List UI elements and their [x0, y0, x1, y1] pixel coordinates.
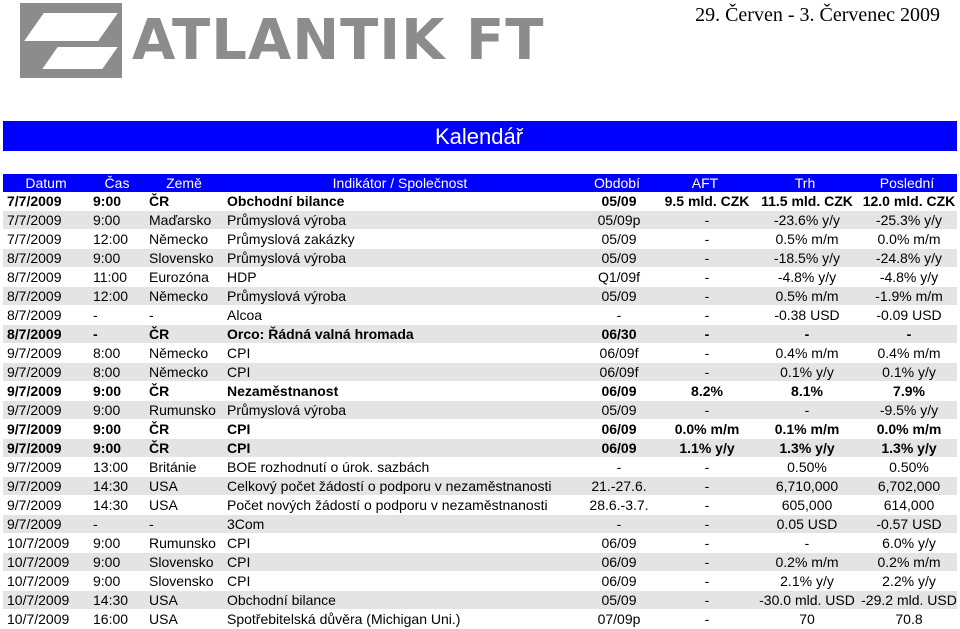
table-row	[3, 192, 957, 211]
cell-market: 605,000	[753, 496, 857, 515]
cell-last: -29.2 mld. USD	[857, 591, 957, 610]
cell-indicator: CPI	[223, 534, 577, 553]
cell-indicator: Obchodní bilance	[223, 591, 577, 610]
table-row	[3, 458, 957, 477]
cell-last: -24.8% y/y	[857, 249, 957, 268]
cell-indicator: CPI	[223, 344, 577, 363]
cell-last: 70.8	[857, 610, 957, 629]
cell-aft: -	[657, 401, 753, 420]
cell-country: ČR	[145, 439, 223, 458]
table-row	[3, 553, 957, 572]
table-row	[3, 249, 957, 268]
cell-date: 7/7/2009	[3, 211, 89, 230]
cell-time: 14:30	[89, 591, 145, 610]
cell-time: 8:00	[89, 344, 145, 363]
cell-indicator: Celkový počet žádostí o podporu v nezaměstnanosti	[223, 477, 577, 496]
cell-date: 9/7/2009	[3, 515, 89, 534]
table-header-row	[3, 174, 957, 192]
cell-aft: -	[657, 306, 753, 325]
cell-period: 28.6.-3.7.	[577, 496, 657, 515]
table-row	[3, 306, 957, 325]
cell-aft: 0.0% m/m	[657, 420, 753, 439]
cell-time: -	[89, 306, 145, 325]
cell-market: 0.50%	[753, 458, 857, 477]
calendar-body	[3, 192, 957, 629]
cell-date: 7/7/2009	[3, 230, 89, 249]
cell-date: 9/7/2009	[3, 458, 89, 477]
cell-indicator: Obchodní bilance	[223, 192, 577, 211]
cell-period: -	[577, 458, 657, 477]
calendar-title: Kalendář	[435, 124, 524, 149]
cell-country: USA	[145, 496, 223, 515]
cell-market: -	[753, 325, 857, 344]
col-header-aft: AFT	[657, 174, 753, 192]
cell-last: 1.3% y/y	[857, 439, 957, 458]
cell-time: 9:00	[89, 382, 145, 401]
cell-period: 06/09	[577, 534, 657, 553]
table-row	[3, 572, 957, 591]
cell-indicator: Alcoa	[223, 306, 577, 325]
cell-aft: -	[657, 249, 753, 268]
cell-date: 8/7/2009	[3, 249, 89, 268]
cell-period: 05/09	[577, 249, 657, 268]
cell-indicator: Průmyslová zakázky	[223, 230, 577, 249]
cell-period: 07/09p	[577, 610, 657, 629]
cell-indicator: CPI	[223, 420, 577, 439]
cell-country: Slovensko	[145, 249, 223, 268]
cell-indicator: Průmyslová výroba	[223, 211, 577, 230]
cell-time: 9:00	[89, 401, 145, 420]
cell-market: 0.1% m/m	[753, 420, 857, 439]
table-row	[3, 496, 957, 515]
cell-country: Rumunsko	[145, 534, 223, 553]
cell-date: 9/7/2009	[3, 401, 89, 420]
cell-market: 0.5% m/m	[753, 287, 857, 306]
cell-last: 2.2% y/y	[857, 572, 957, 591]
table-row	[3, 591, 957, 610]
table-row	[3, 382, 957, 401]
cell-last: 0.1% y/y	[857, 363, 957, 382]
col-header-date: Datum	[3, 174, 89, 192]
cell-country: ČR	[145, 382, 223, 401]
cell-aft: -	[657, 325, 753, 344]
cell-time: 16:00	[89, 610, 145, 629]
cell-last: 6,702,000	[857, 477, 957, 496]
cell-period: -	[577, 515, 657, 534]
cell-country: ČR	[145, 325, 223, 344]
table-row	[3, 325, 957, 344]
cell-indicator: Orco: Řádná valná hromada	[223, 325, 577, 344]
cell-date: 9/7/2009	[3, 477, 89, 496]
cell-date: 9/7/2009	[3, 439, 89, 458]
table-row	[3, 439, 957, 458]
cell-country: USA	[145, 591, 223, 610]
cell-period: Q1/09f	[577, 268, 657, 287]
col-header-last: Poslední	[857, 174, 957, 192]
cell-market: 0.05 USD	[753, 515, 857, 534]
cell-time: 13:00	[89, 458, 145, 477]
cell-country: Maďarsko	[145, 211, 223, 230]
cell-market: -4.8% y/y	[753, 268, 857, 287]
cell-country: Německo	[145, 230, 223, 249]
cell-last: -0.57 USD	[857, 515, 957, 534]
cell-time: 9:00	[89, 211, 145, 230]
cell-date: 8/7/2009	[3, 306, 89, 325]
table-row	[3, 268, 957, 287]
cell-last: 0.50%	[857, 458, 957, 477]
cell-aft: -	[657, 344, 753, 363]
cell-date: 8/7/2009	[3, 268, 89, 287]
cell-country: Německo	[145, 344, 223, 363]
cell-period: 05/09	[577, 230, 657, 249]
cell-last: -0.09 USD	[857, 306, 957, 325]
cell-period: 06/09f	[577, 363, 657, 382]
cell-time: 9:00	[89, 249, 145, 268]
cell-aft: -	[657, 268, 753, 287]
calendar-title-banner	[3, 121, 957, 151]
cell-aft: 8.2%	[657, 382, 753, 401]
table-row	[3, 401, 957, 420]
cell-last: 6.0% y/y	[857, 534, 957, 553]
cell-market: 0.1% y/y	[753, 363, 857, 382]
cell-aft: -	[657, 496, 753, 515]
cell-last: -25.3% y/y	[857, 211, 957, 230]
cell-market: 70	[753, 610, 857, 629]
cell-period: 06/09f	[577, 344, 657, 363]
cell-date: 10/7/2009	[3, 610, 89, 629]
cell-time: -	[89, 515, 145, 534]
cell-indicator: HDP	[223, 268, 577, 287]
cell-date: 10/7/2009	[3, 572, 89, 591]
cell-market: 2.1% y/y	[753, 572, 857, 591]
cell-country: -	[145, 515, 223, 534]
cell-country: ČR	[145, 192, 223, 211]
cell-time: 9:00	[89, 420, 145, 439]
cell-market: -23.6% y/y	[753, 211, 857, 230]
cell-time: 12:00	[89, 230, 145, 249]
cell-market: -0.38 USD	[753, 306, 857, 325]
cell-country: Slovensko	[145, 553, 223, 572]
cell-indicator: CPI	[223, 572, 577, 591]
cell-aft: -	[657, 287, 753, 306]
cell-date: 9/7/2009	[3, 420, 89, 439]
cell-aft: 1.1% y/y	[657, 439, 753, 458]
cell-country: Slovensko	[145, 572, 223, 591]
cell-period: 06/09	[577, 572, 657, 591]
table-row	[3, 610, 957, 629]
cell-market: 11.5 mld. CZK	[753, 192, 857, 211]
cell-last: 0.4% m/m	[857, 344, 957, 363]
cell-aft: -	[657, 363, 753, 382]
cell-market: -	[753, 534, 857, 553]
cell-indicator: 3Com	[223, 515, 577, 534]
cell-period: 06/30	[577, 325, 657, 344]
cell-indicator: Nezaměstnanost	[223, 382, 577, 401]
cell-indicator: CPI	[223, 553, 577, 572]
cell-country: Rumunsko	[145, 401, 223, 420]
table-row	[3, 363, 957, 382]
cell-last: 7.9%	[857, 382, 957, 401]
cell-market: -30.0 mld. USD	[753, 591, 857, 610]
cell-aft: -	[657, 534, 753, 553]
table-row	[3, 344, 957, 363]
col-header-indicator: Indikátor / Společnost	[223, 174, 577, 192]
cell-indicator: Průmyslová výroba	[223, 401, 577, 420]
cell-aft: -	[657, 572, 753, 591]
cell-time: 11:00	[89, 268, 145, 287]
cell-time: 9:00	[89, 572, 145, 591]
cell-time: 12:00	[89, 287, 145, 306]
cell-period: 05/09p	[577, 211, 657, 230]
col-header-country: Země	[145, 174, 223, 192]
cell-aft: 9.5 mld. CZK	[657, 192, 753, 211]
cell-last: -4.8% y/y	[857, 268, 957, 287]
cell-aft: -	[657, 610, 753, 629]
calendar-table	[3, 174, 957, 629]
cell-time: 8:00	[89, 363, 145, 382]
cell-indicator: Průmyslová výroba	[223, 249, 577, 268]
logo-mark-icon	[20, 3, 122, 78]
cell-indicator: Průmyslová výroba	[223, 287, 577, 306]
cell-last: 12.0 mld. CZK	[857, 192, 957, 211]
cell-time: 9:00	[89, 553, 145, 572]
cell-period: 05/09	[577, 401, 657, 420]
cell-market: 1.3% y/y	[753, 439, 857, 458]
cell-last: -1.9% m/m	[857, 287, 957, 306]
cell-last: 614,000	[857, 496, 957, 515]
cell-last: 0.0% m/m	[857, 420, 957, 439]
logo-text: ATLANTIK FT	[132, 8, 545, 73]
table-row	[3, 420, 957, 439]
cell-period: 06/09	[577, 439, 657, 458]
cell-last: 0.0% m/m	[857, 230, 957, 249]
cell-country: ČR	[145, 420, 223, 439]
cell-last: -	[857, 325, 957, 344]
cell-period: 05/09	[577, 192, 657, 211]
cell-country: Británie	[145, 458, 223, 477]
cell-country: USA	[145, 610, 223, 629]
cell-indicator: CPI	[223, 363, 577, 382]
cell-last: -9.5% y/y	[857, 401, 957, 420]
cell-time: 14:30	[89, 496, 145, 515]
cell-market: 6,710,000	[753, 477, 857, 496]
col-header-market: Trh	[753, 174, 857, 192]
cell-time: 9:00	[89, 192, 145, 211]
cell-aft: -	[657, 230, 753, 249]
cell-time: 9:00	[89, 439, 145, 458]
cell-aft: -	[657, 591, 753, 610]
cell-country: Eurozóna	[145, 268, 223, 287]
cell-date: 10/7/2009	[3, 591, 89, 610]
table-row	[3, 477, 957, 496]
cell-time: 9:00	[89, 534, 145, 553]
cell-time: 14:30	[89, 477, 145, 496]
cell-period: 06/09	[577, 420, 657, 439]
cell-country: Německo	[145, 363, 223, 382]
cell-country: Německo	[145, 287, 223, 306]
cell-date: 9/7/2009	[3, 382, 89, 401]
cell-date: 10/7/2009	[3, 553, 89, 572]
cell-market: 0.5% m/m	[753, 230, 857, 249]
cell-date: 7/7/2009	[3, 192, 89, 211]
cell-market: -18.5% y/y	[753, 249, 857, 268]
cell-time: -	[89, 325, 145, 344]
cell-country: USA	[145, 477, 223, 496]
cell-period: 21.-27.6.	[577, 477, 657, 496]
cell-date: 10/7/2009	[3, 534, 89, 553]
cell-period: 05/09	[577, 591, 657, 610]
cell-indicator: BOE rozhodnutí o úrok. sazbách	[223, 458, 577, 477]
cell-market: 8.1%	[753, 382, 857, 401]
cell-date: 8/7/2009	[3, 325, 89, 344]
table-row	[3, 211, 957, 230]
cell-aft: -	[657, 458, 753, 477]
cell-date: 9/7/2009	[3, 363, 89, 382]
cell-aft: -	[657, 515, 753, 534]
cell-aft: -	[657, 211, 753, 230]
cell-market: 0.4% m/m	[753, 344, 857, 363]
cell-indicator: Spotřebitelská důvěra (Michigan Uni.)	[223, 610, 577, 629]
cell-date: 9/7/2009	[3, 496, 89, 515]
cell-indicator: CPI	[223, 439, 577, 458]
cell-market: 0.2% m/m	[753, 553, 857, 572]
cell-period: -	[577, 306, 657, 325]
col-header-time: Čas	[89, 174, 145, 192]
report-period: 29. Červen - 3. Červenec 2009	[695, 4, 940, 26]
table-row	[3, 515, 957, 534]
cell-period: 06/09	[577, 382, 657, 401]
cell-period: 05/09	[577, 287, 657, 306]
cell-last: 0.2% m/m	[857, 553, 957, 572]
cell-country: -	[145, 306, 223, 325]
cell-date: 9/7/2009	[3, 344, 89, 363]
col-header-period: Období	[577, 174, 657, 192]
table-row	[3, 287, 957, 306]
cell-market: -	[753, 401, 857, 420]
cell-aft: -	[657, 477, 753, 496]
cell-indicator: Počet nových žádostí o podporu v nezaměstnanosti	[223, 496, 577, 515]
table-row	[3, 534, 957, 553]
cell-period: 06/09	[577, 553, 657, 572]
cell-date: 8/7/2009	[3, 287, 89, 306]
table-row	[3, 230, 957, 249]
cell-aft: -	[657, 553, 753, 572]
